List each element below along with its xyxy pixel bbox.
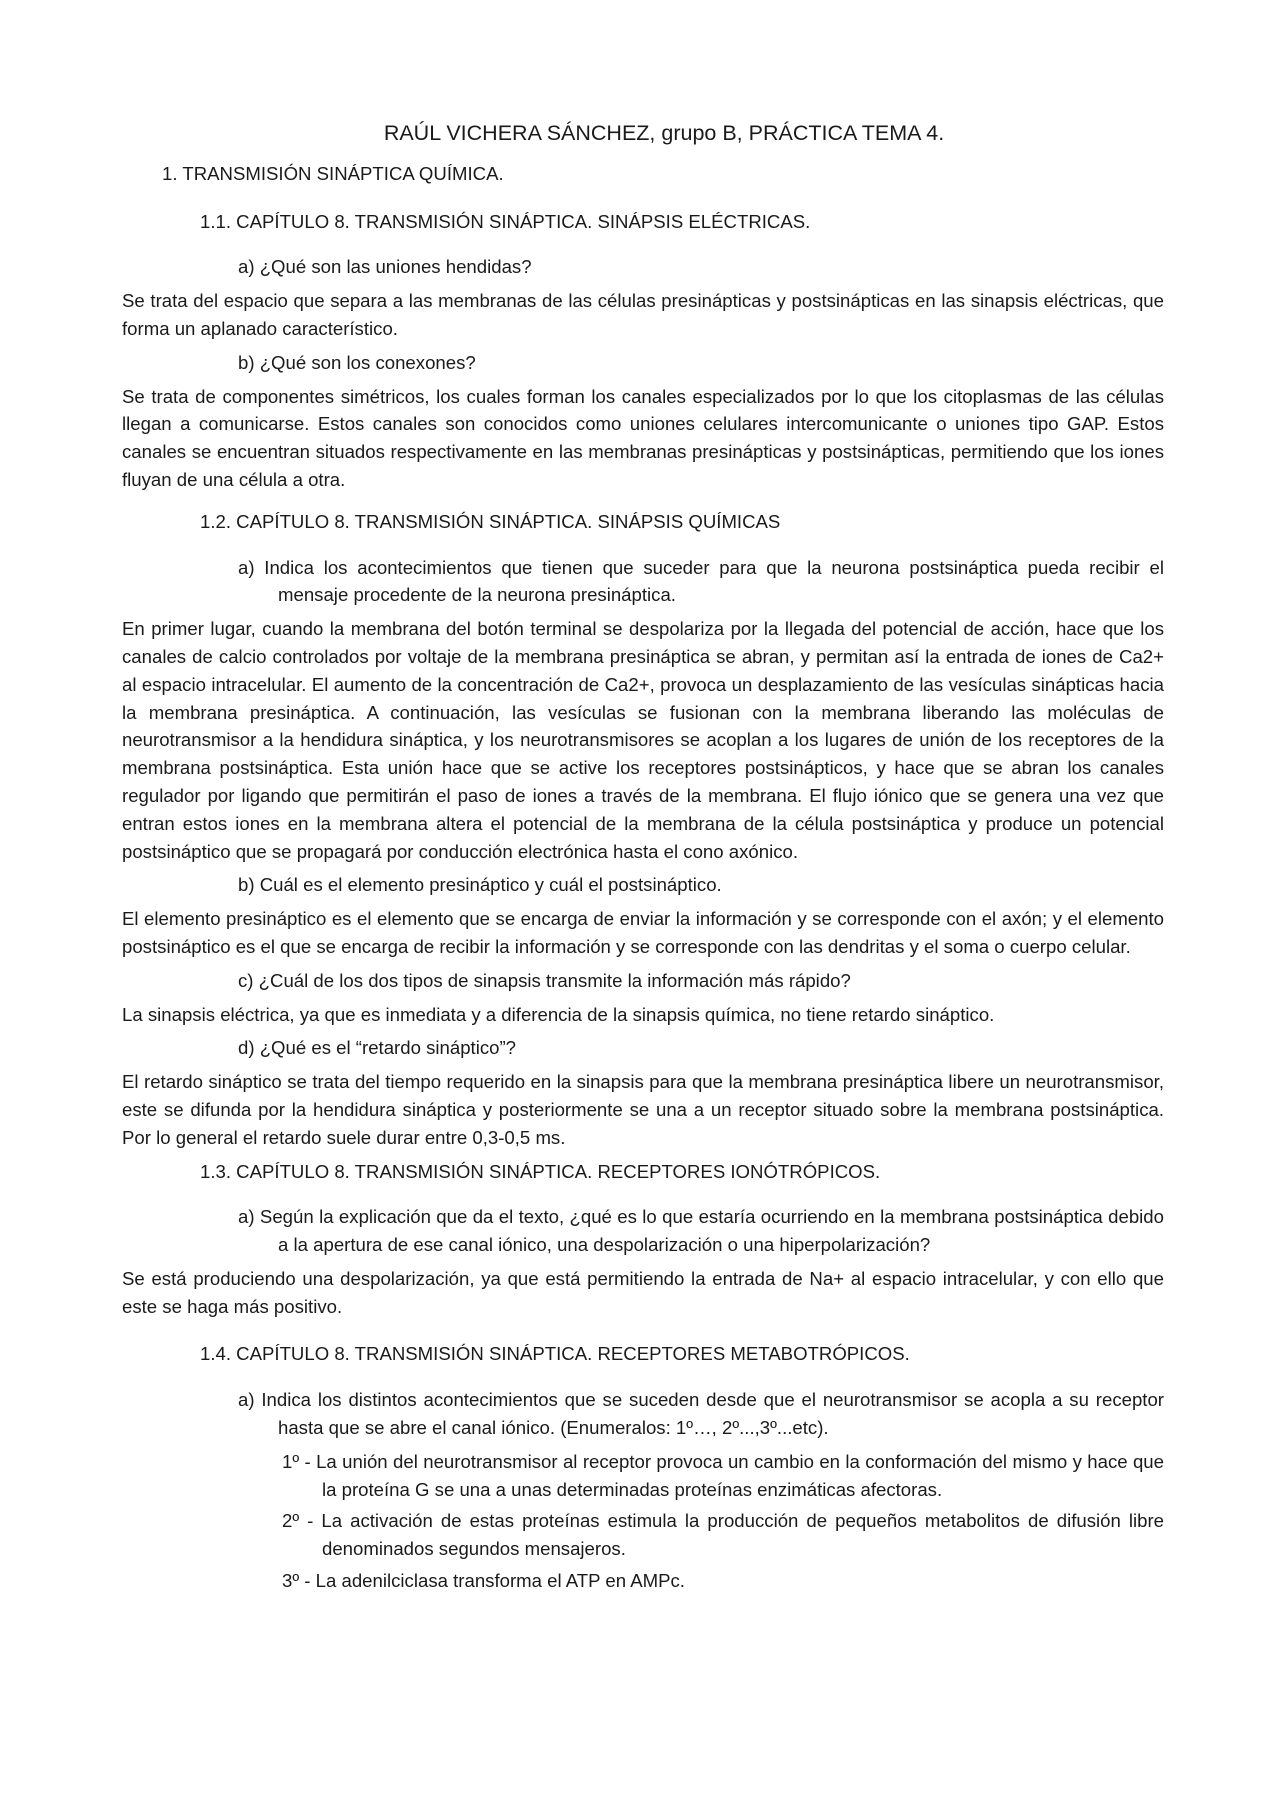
answer-1-3-a: Se está produciendo una despolarización, ya que está permitiendo la entrada de Na+ al espacio intracelular, y con ello que este se haga más positivo.: [122, 1267, 1164, 1317]
subsection-heading-1-1: 1.1. CAPÍTULO 8. TRANSMISIÓN SINÁPTICA. SINÁPSIS ELÉCTRICAS.: [200, 210, 811, 232]
answer-1-1-b: Se trata de componentes simétricos, los cuales forman los canales especializados por lo que los citoplasmas de las células llegan a comunicarse. Estos canales son conocidos como uniones celulares intercomunicante o uniones tipo GAP. Estos canales se encuentran situados respectivamente en las membranas presinápticas y postsinápticas, permitiendo que los iones fluyan de una célula a otra.: [122, 385, 1164, 490]
question-1-1-a: a) ¿Qué son las uniones hendidas?: [238, 256, 532, 278]
question-1-2-d: d) ¿Qué es el “retardo sináptico”?: [238, 1037, 516, 1059]
subsection-heading-1-4: 1.4. CAPÍTULO 8. TRANSMISIÓN SINÁPTICA. RECEPTORES METABOTRÓPICOS.: [200, 1343, 910, 1365]
subsection-heading-1-2: 1.2. CAPÍTULO 8. TRANSMISIÓN SINÁPTICA. SINÁPSIS QUÍMICAS: [200, 510, 781, 532]
answer-1-2-b: El elemento presináptico es el elemento que se encarga de enviar la información y se corresponde con el axón; y el elemento postsináptico es el que se encarga de recibir la información y se corresponde con las dendritas y el soma o cuerpo celular.: [122, 908, 1164, 957]
step-3: 3º - La adenilciclasa transforma el ATP en AMPc.: [282, 1570, 685, 1592]
answer-1-2-c: La sinapsis eléctrica, ya que es inmediata y a diferencia de la sinapsis química, no tiene retardo sináptico.: [122, 1003, 995, 1025]
question-1-2-c: c) ¿Cuál de los dos tipos de sinapsis transmite la información más rápido?: [238, 969, 851, 991]
answer-1-2-a: En primer lugar, cuando la membrana del botón terminal se despolariza por la llegada del potencial de acción, hace que los canales de calcio controlados por voltaje de la membrana presináptica se abran, y permitan así la entrada de iones de Ca2+ al espacio intracelular. El aumento de la concentración de Ca2+, provoca un desplazamiento de las vesículas sinápticas hacia la membrana presináptica. A continuación, las vesículas se fusionan con la membrana liberando las moléculas de neurotransmisor a la hendidura sináptica, y los neurotransmisores se acoplan a los lugares de unión de los receptores de la membrana postsináptica. Esta unión hace que se active los receptores postsinápticos, y hace que se abran los canales regulador por ligando que permitirán el paso de iones a través de la membrana. El flujo iónico que se genera una vez que entran estos iones en la membrana altera el potencial de la membrana de la célula postsináptica y produce un potencial postsináptico que se propagará por conducción electrónica hasta el cono axónico.: [122, 618, 1164, 862]
answer-1-2-d: El retardo sináptico se trata del tiempo requerido en la sinapsis para que la membrana presináptica libere un neurotransmisor, este se difunda por la hendidura sináptica y posteriormente se una a un receptor situado sobre la membrana postsináptica. Por lo general el retardo suele durar entre 0,3-0,5 ms.: [122, 1071, 1164, 1148]
step-2: 2º - La activación de estas proteínas estimula la producción de pequeños metabolitos de difusión libre denominados segundos mensajeros.: [282, 1510, 1164, 1560]
section-heading-1: 1. TRANSMISIÓN SINÁPTICA QUÍMICA.: [162, 162, 504, 184]
question-1-1-b: b) ¿Qué son los conexones?: [238, 351, 476, 373]
step-1: 1º - La unión del neurotransmisor al receptor provoca un cambio en la conformación del mismo y hace que la proteína G se una a unas determinadas proteínas enzimáticas afectoras.: [282, 1450, 1164, 1500]
question-1-2-a: a) Indica los acontecimientos que tienen que suceder para que la neurona postsináptica pueda recibir el mensaje procedente de la neurona presináptica.: [238, 556, 1164, 606]
question-1-3-a: a) Según la explicación que da el texto, ¿qué es lo que estaría ocurriendo en la membrana postsináptica debido a la apertura de ese canal iónico, una despolarización o una hiperpolarización?: [238, 1206, 1164, 1256]
subsection-heading-1-3: 1.3. CAPÍTULO 8. TRANSMISIÓN SINÁPTICA. RECEPTORES IONÓTRÓPICOS.: [200, 1160, 881, 1182]
document-page: [122, 120, 1164, 1599]
answer-1-1-a: Se trata del espacio que separa a las membranas de las células presinápticas y postsinápticas en las sinapsis eléctricas, que forma un aplanado característico.: [122, 290, 1164, 339]
question-1-2-b: b) Cuál es el elemento presináptico y cuál el postsináptico.: [238, 874, 722, 896]
question-1-4-a: a) Indica los distintos acontecimientos que se suceden desde que el neurotransmisor se acopla a su receptor hasta que se abre el canal iónico. (Enumeralos: 1º…, 2º...,3º...etc).: [238, 1389, 1164, 1439]
document-title: RAÚL VICHERA SÁNCHEZ, grupo B, PRÁCTICA TEMA 4.: [383, 121, 945, 145]
